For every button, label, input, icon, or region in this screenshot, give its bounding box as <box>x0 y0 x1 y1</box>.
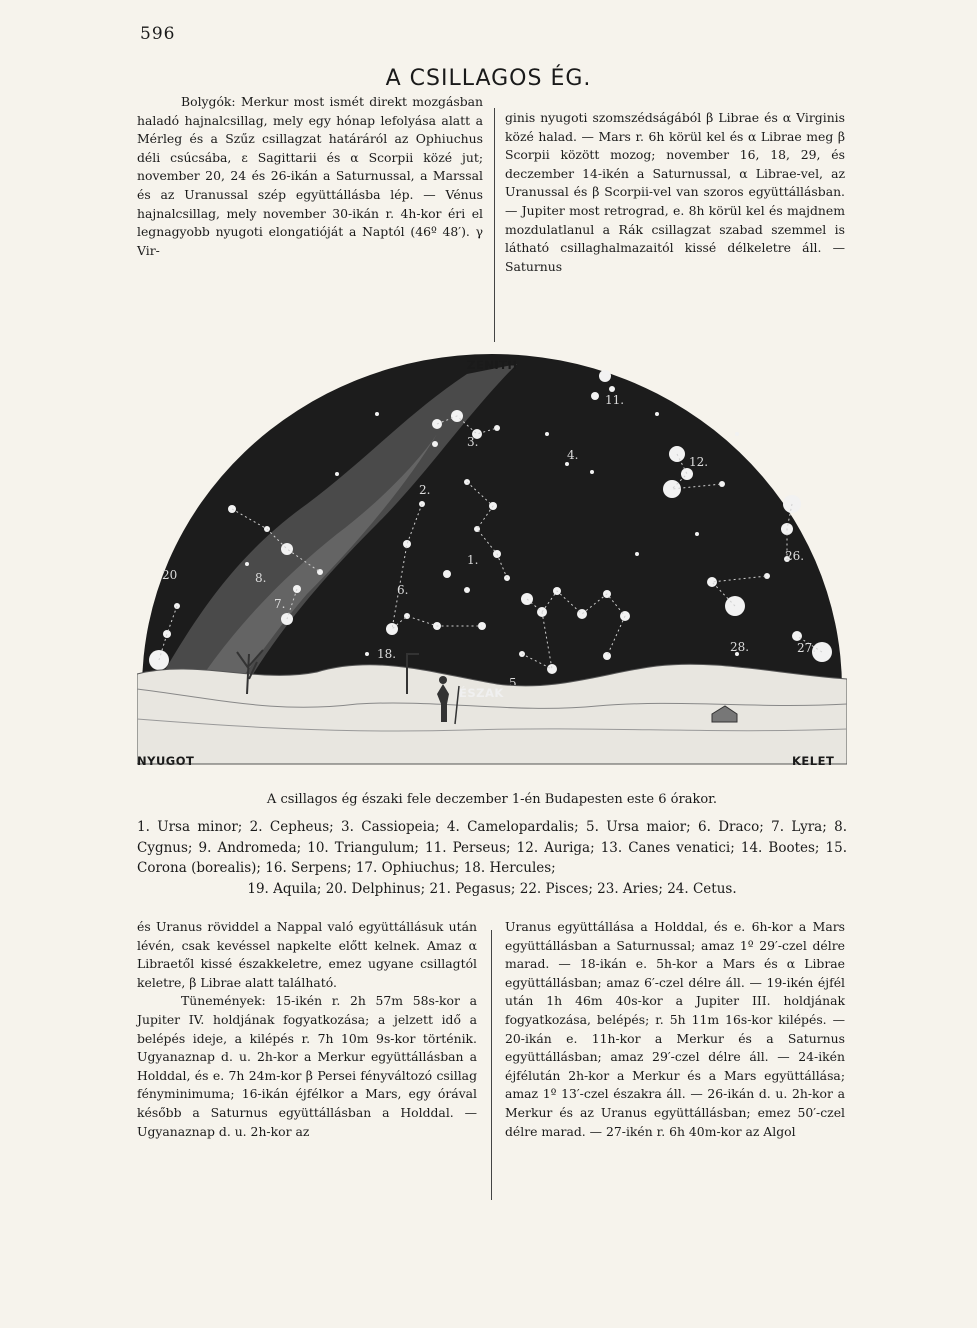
map-number-2: 2. <box>419 483 431 497</box>
bottom-right-column <box>505 918 845 1141</box>
top-left-column <box>137 93 483 260</box>
map-number-8: 8. <box>255 571 267 585</box>
map-number-4: 4. <box>567 448 579 462</box>
map-number-12: 12. <box>689 455 709 469</box>
map-number-28: 28. <box>730 640 750 654</box>
map-number-3: 3. <box>467 435 479 449</box>
map-number-7: 7. <box>274 597 286 611</box>
bottom-left-column <box>137 918 477 1141</box>
page-number: 596 <box>140 24 176 44</box>
map-number-20: 20 <box>162 568 178 582</box>
map-number-18: 18. <box>377 647 397 661</box>
paragraph-planets-right: ginis nyugoti szomszédságából β Librae és α Virginis közé halad. — Mars r. 6h körül kel és α Librae meg β Scorpii között mozog; november 16, 18, 29, és deczember 14-ikén a Saturnussal, α Librae-vel, az Uranussal és β Scorpii-vel van szoros együttállásban. — Jupiter most retrograd, e. 8h körül kel és majdnem mozdulatlanul a Rák csillagzat szabad szemmel is látható csillaghalmazaitól kissé délkeletre áll. — Saturnus <box>505 110 845 274</box>
star-map-illustration <box>137 354 847 784</box>
map-number-6: 6. <box>397 583 409 597</box>
figure-legend <box>137 817 847 899</box>
top-right-column <box>505 109 845 276</box>
legend-last-line: 19. Aquila; 20. Delphinus; 21. Pegasus; 22. Pisces; 23. Aries; 24. Cetus. <box>247 880 737 897</box>
map-number-5: 5. <box>509 676 521 690</box>
map-number-11: 11. <box>605 393 625 407</box>
zenith-label: ZENITH <box>467 358 518 372</box>
legend-main: 1. Ursa minor; 2. Cepheus; 3. Cassiopeia; 4. Camelopardalis; 5. Ursa maior; 6. Draco; 7. Lyra; 8. Cygnus; 9. Andromeda; 10. Triangulum; 11. Perseus; 12. Auriga; 13. Canes venatici; 14. Bootes; 15. Corona (borealis); 16. Serpens; 17. Ophiuchus; 18. Hercules; <box>137 819 847 876</box>
north-label: ÉSZAK <box>459 686 504 700</box>
paragraph-planets-left: Bolygók: Merkur most ismét direkt mozgásban haladó hajnalcsillag, mely egy hónap lefolyása alatt a Mérleg és a Szűz csillagzat határáról az Ophiuchus déli csúcsába, ε Sagittarii és α Scorpii közé jut; november 20, 24 és 26-ikán a Saturnussal, a Marssal és az Uranussal szép együttállásba lép. — Vénus hajnalcsillag, mely november 30-ikán r. 4h-kor éri el legnagyobb nyugoti elongatióját a Naptól (46º 48′). γ Vir- <box>137 94 483 258</box>
paragraph-phenomena-continued: Uranus együttállása a Holddal, és e. 6h-kor a Mars együttállásban a Saturnussal; amaz 1º 29′-czel délre marad. — 18-ikán e. 5h-kor a Mars és α Librae együttállásban; amaz 6′-czel délre áll. — 19-ikén éjfél után 1h 46m 40s-kor a Jupiter III. holdjának fogyatkozása, belépés; r. 5h 11m 16s-kor kilépés. — 20-ikán e. 11h-kor a Merkur és a Saturnus együttállásban; amaz 29′-czel délre áll. — 24-ikén éjfélután 2h-kor a Merkur és a Mars együttállása; amaz 1º 13′-czel északra áll. — 26-ikán d. u. 2h-kor a Merkur és az Uranus együttállásban; emez 50′-czel délre marad. — 27-ikén r. 6h 40m-kor az Algol <box>505 919 845 1139</box>
map-number-27: 27. <box>797 641 817 655</box>
west-label: NYUGOT <box>137 754 195 768</box>
figure-caption: A csillagos ég északi fele deczember 1-én Budapesten este 6 órakor. <box>266 792 718 807</box>
column-divider-top <box>494 108 495 342</box>
star-map-figure <box>137 354 847 784</box>
paragraph-saturn-uranus: és Uranus röviddel a Nappal való együttállásuk után lévén, csak kevéssel napkelte előtt kelnek. Amaz α Libraetől kissé északkeletre, emez ugyane csillagtól keletre, β Librae alatt található. <box>137 919 477 990</box>
map-number-1: 1. <box>467 553 479 567</box>
east-label: KELET <box>792 754 835 768</box>
map-number-26: 26. <box>785 549 805 563</box>
paragraph-phenomena: Tünemények: 15-ikén r. 2h 57m 58s-kor a Jupiter IV. holdjának fogyatkozása; a jelzett idő a belépés ideje, a kilépés r. 7h 10m 9s-kor történik. Ugyanaznap d. u. 2h-kor a Merkur együttállásban a Holddal, és e. 7h 24m-kor β Persei fényváltozó csillag fényminimuma; 16-ikán éjfélkor a Mars, egy órával később a Saturnus együttállásban a Holddal. — Ugyanaznap d. u. 2h-kor az <box>137 993 477 1139</box>
page-title: A CSILLAGOS ÉG. <box>385 66 592 91</box>
column-divider-bottom <box>491 930 492 1200</box>
